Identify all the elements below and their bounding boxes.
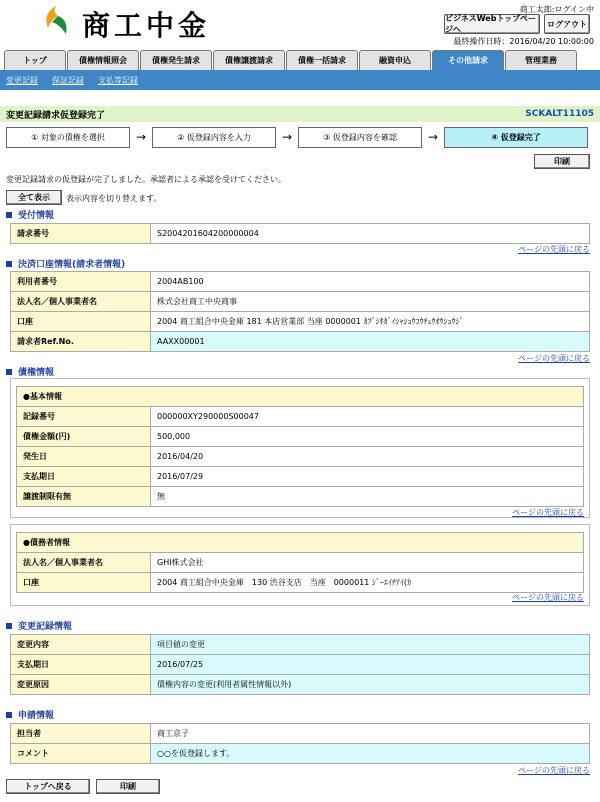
show-all-hint: 表示内容を切り替えます。	[66, 194, 162, 203]
subnav-guarantee-record[interactable]: 保証記録	[52, 75, 84, 85]
to-top-link[interactable]: ページの先頭に戻る	[518, 766, 590, 775]
basic-info-heading: ●基本情報	[17, 387, 584, 407]
show-all-button[interactable]: 全て表示	[6, 190, 62, 205]
user-status: 商工太郎:ログイン中	[519, 5, 594, 14]
table-row	[17, 467, 584, 487]
step-select: ① 対象の債権を選択	[6, 127, 130, 148]
section-change-title: 変更記録情報	[6, 619, 72, 632]
row-label: 請求者Ref.No.	[11, 332, 151, 352]
to-top-link[interactable]: ページの先頭に戻る	[512, 508, 584, 517]
arrow-icon: →	[428, 130, 439, 144]
change-table	[10, 634, 590, 695]
credit-debtor-table	[16, 532, 584, 593]
main-tabs	[4, 50, 596, 70]
subnav-payment-record[interactable]: 支払等記録	[98, 75, 138, 85]
page-title: 変更記録請求仮登録完了	[6, 110, 106, 121]
step-input: ② 仮登録内容を入力	[152, 127, 276, 148]
table-row	[11, 635, 590, 655]
to-top-link[interactable]: ページの先頭に戻る	[518, 354, 590, 363]
table-row	[17, 487, 584, 507]
table-row	[17, 387, 584, 407]
reception-table	[10, 223, 590, 244]
to-top-link[interactable]: ページの先頭に戻る	[518, 245, 590, 254]
table-row	[11, 312, 590, 332]
logout-button[interactable]: ログアウト	[544, 14, 590, 34]
bottom-print-button[interactable]: 印刷	[96, 779, 160, 794]
row-value: 2016/07/29	[151, 467, 584, 487]
debtor-info-heading: ●債務者情報	[17, 533, 584, 553]
section-application-title: 申請情報	[6, 708, 54, 721]
table-row	[17, 553, 584, 573]
row-value: 000000XY290000S00047	[151, 407, 584, 427]
row-label: 法人名／個人事業者名	[17, 553, 151, 573]
row-value: S2004201604200000004	[151, 224, 590, 244]
row-value: 2004AB100	[151, 272, 590, 292]
table-row	[17, 447, 584, 467]
row-label: 担当者	[11, 724, 151, 744]
row-label: 変更内容	[11, 635, 151, 655]
table-row	[11, 292, 590, 312]
row-value: 500,000	[151, 427, 584, 447]
table-row	[17, 573, 584, 593]
row-label: 支払期日	[11, 655, 151, 675]
row-value: 2004 商工組合中央金庫 130 渋谷支店 当座 0000011 ｼﾞｰｴｲﾁｱｲ(ｶ	[151, 573, 584, 593]
to-top-link[interactable]: ページの先頭に戻る	[512, 593, 584, 602]
row-label: 請求番号	[11, 224, 151, 244]
row-value: 商工京子	[151, 724, 590, 744]
row-value: ○○を仮登録します。	[151, 744, 590, 764]
table-row	[11, 224, 590, 244]
table-row	[11, 724, 590, 744]
sub-navigation	[0, 70, 600, 90]
table-row	[11, 272, 590, 292]
row-label: 変更原因	[11, 675, 151, 695]
tab-credit-issue[interactable]: 債権発生請求	[140, 50, 212, 70]
logo-icon	[40, 4, 74, 36]
table-row	[11, 655, 590, 675]
row-value: 株式会社商工中央商事	[151, 292, 590, 312]
row-value: GHI株式会社	[151, 553, 584, 573]
row-label: 利用者番号	[11, 272, 151, 292]
tab-top[interactable]: トップ	[4, 50, 66, 70]
row-label: 債権金額(円)	[17, 427, 151, 447]
step-complete: ④ 仮登録完了	[444, 127, 588, 148]
row-value: 項目値の変更	[151, 635, 590, 655]
tab-loan[interactable]: 融資申込	[359, 50, 431, 70]
row-label: 譲渡制限有無	[17, 487, 151, 507]
row-label: 発生日	[17, 447, 151, 467]
row-value: AAXX00001	[151, 332, 590, 352]
tab-credit-transfer[interactable]: 債権譲渡請求	[213, 50, 285, 70]
table-row	[17, 427, 584, 447]
row-value: 2016/04/20	[151, 447, 584, 467]
tab-credit-inquiry[interactable]: 債権情報照会	[67, 50, 139, 70]
arrow-icon: →	[282, 130, 293, 144]
tab-admin[interactable]: 管理業務	[505, 50, 577, 70]
table-row	[17, 533, 584, 553]
row-value: 2016/07/25	[151, 655, 590, 675]
table-row	[11, 744, 590, 764]
row-label: 口座	[17, 573, 151, 593]
table-row	[11, 675, 590, 695]
tab-other[interactable]: その他請求	[432, 50, 504, 70]
row-label: 支払期日	[17, 467, 151, 487]
row-label: 記録番号	[17, 407, 151, 427]
row-label: 口座	[11, 312, 151, 332]
table-row	[17, 407, 584, 427]
application-table	[10, 723, 590, 764]
arrow-icon: →	[136, 130, 147, 144]
row-value: 2004 商工組合中央金庫 181 本店営業部 当座 0000001 ｶﾌﾞｼｷｶﾞｲｼｬｼｮｳｺｳﾁｭｳｵｳｼｮｳｼﾞ	[151, 312, 590, 332]
web-top-button[interactable]: ビジネスWebトップページへ	[444, 14, 540, 34]
row-label: コメント	[11, 744, 151, 764]
print-button[interactable]: 印刷	[534, 154, 590, 169]
logo-text: 商工中金	[82, 9, 211, 42]
section-account-title: 決済口座情報(請求者情報)	[6, 257, 125, 270]
credit-basic-table	[16, 386, 584, 507]
row-value: 無	[151, 487, 584, 507]
page-title-bar	[0, 106, 600, 122]
completion-message: 変更記録請求の仮登録が完了しました。承認者による承認を受けてください。	[6, 175, 286, 184]
back-to-top-button[interactable]: トップへ戻る	[6, 779, 90, 794]
subnav-change-record[interactable]: 変更記録	[6, 75, 38, 85]
screen-code: SCKALT11105	[525, 109, 594, 119]
last-operation: 最終操作日時：2016/04/20 10:00:00	[453, 37, 594, 46]
tab-bulk-request[interactable]: 債権一括請求	[286, 50, 358, 70]
row-label: 法人名／個人事業者名	[11, 292, 151, 312]
section-credit-title: 債権情報	[6, 365, 54, 378]
account-table	[10, 271, 590, 352]
row-value: 債権内容の変更(利用者属性情報以外)	[151, 675, 590, 695]
step-confirm: ③ 仮登録内容を確認	[298, 127, 422, 148]
section-reception-title: 受付情報	[6, 208, 54, 221]
table-row	[11, 332, 590, 352]
